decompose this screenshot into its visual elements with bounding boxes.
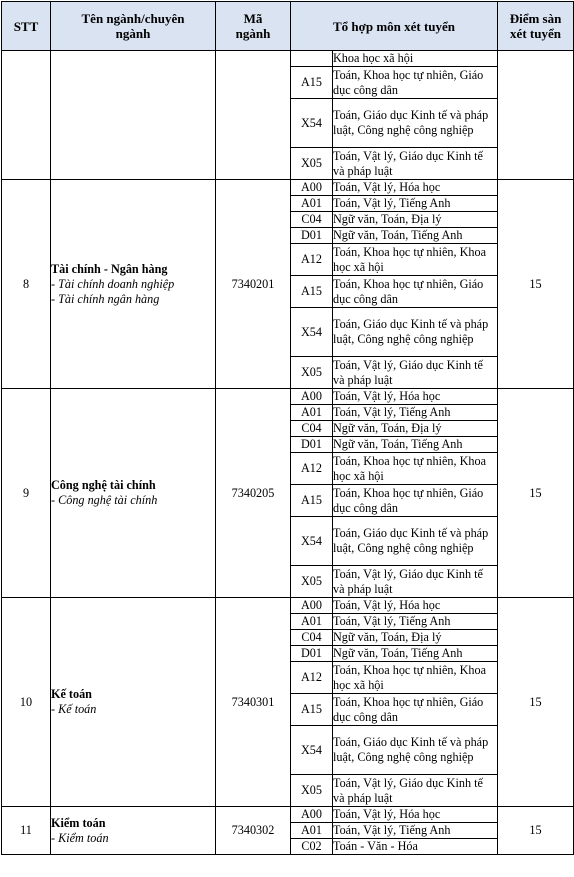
specialization: - Kế toán	[51, 702, 97, 716]
combo-subjects: Toán, Vật lý, Giáo dục Kinh tế và pháp luật	[333, 357, 498, 389]
combo-subjects: Ngữ văn, Toán, Địa lý	[333, 212, 498, 228]
combo-subjects: Toán, Khoa học tự nhiên, Khoa học xã hội	[333, 453, 498, 485]
combo-code: X05	[291, 357, 333, 389]
header-major: Tên ngành/chuyên ngành	[51, 2, 216, 51]
combo-code: A01	[291, 614, 333, 630]
table-row	[2, 389, 574, 405]
combo-code: X54	[291, 308, 333, 357]
combo-subjects: Toán - Văn - Hóa	[333, 839, 498, 855]
combo-subjects: Ngữ văn, Toán, Địa lý	[333, 421, 498, 437]
specialization: - Công nghệ tài chính	[51, 493, 158, 507]
combo-subjects: Toán, Vật lý, Tiếng Anh	[333, 405, 498, 421]
stt-cell: 8	[2, 180, 51, 389]
combo-subjects: Toán, Vật lý, Giáo dục Kinh tế và pháp luật	[333, 775, 498, 807]
admission-table	[1, 1, 574, 855]
combo-code	[291, 51, 333, 67]
combo-code: A12	[291, 453, 333, 485]
stt-cell: 9	[2, 389, 51, 598]
combo-subjects: Toán, Vật lý, Tiếng Anh	[333, 823, 498, 839]
continuation-name-cell	[51, 51, 216, 180]
combo-code: C04	[291, 212, 333, 228]
major-title: Kiểm toán	[51, 815, 106, 830]
specialization: - Tài chính ngân hàng	[51, 291, 160, 306]
major-title: Kế toán	[51, 687, 92, 701]
combo-subjects: Toán, Vật lý, Hóa học	[333, 180, 498, 196]
combo-subjects: Toán, Vật lý, Hóa học	[333, 807, 498, 823]
combo-code: A00	[291, 598, 333, 614]
table-row	[2, 180, 574, 196]
major-code-cell: 7340205	[216, 389, 291, 598]
header-combo: Tổ hợp môn xét tuyển	[291, 2, 498, 51]
combo-subjects: Toán, Vật lý, Hóa học	[333, 389, 498, 405]
combo-subjects: Toán, Vật lý, Hóa học	[333, 598, 498, 614]
combo-code: A15	[291, 276, 333, 308]
combo-code: A15	[291, 694, 333, 726]
combo-subjects: Toán, Giáo dục Kinh tế và pháp luật, Công nghệ công nghiệp	[333, 517, 498, 566]
stt-cell: 11	[2, 807, 51, 855]
combo-subjects: Ngữ văn, Toán, Tiếng Anh	[333, 228, 498, 244]
combo-subjects: Toán, Khoa học tự nhiên, Giáo dục công dân	[333, 485, 498, 517]
score-cell: 15	[498, 389, 574, 598]
combo-code: A00	[291, 389, 333, 405]
combo-subjects: Ngữ văn, Toán, Địa lý	[333, 630, 498, 646]
combo-subjects: Toán, Khoa học tự nhiên, Khoa học xã hội	[333, 244, 498, 276]
combo-code: A01	[291, 823, 333, 839]
combo-code: A00	[291, 180, 333, 196]
combo-code: A15	[291, 67, 333, 99]
combo-subjects: Toán, Giáo dục Kinh tế và pháp luật, Công nghệ công nghiệp	[333, 99, 498, 148]
combo-subjects: Toán, Vật lý, Tiếng Anh	[333, 196, 498, 212]
combo-subjects: Toán, Khoa học tự nhiên, Giáo dục công dân	[333, 276, 498, 308]
major-title: Tài chính - Ngân hàng	[51, 261, 168, 276]
major-code-cell: 7340301	[216, 598, 291, 807]
combo-code: X54	[291, 517, 333, 566]
table-row	[2, 51, 574, 67]
score-cell: 15	[498, 598, 574, 807]
continuation-code-cell	[216, 51, 291, 180]
continuation-score-cell	[498, 51, 574, 180]
combo-code: D01	[291, 228, 333, 244]
specialization: - Kiểm toán	[51, 830, 109, 845]
combo-code: A01	[291, 196, 333, 212]
combo-subjects: Khoa học xã hội	[333, 51, 498, 67]
header-score: Điểm sàn xét tuyển	[498, 2, 574, 51]
score-cell: 15	[498, 180, 574, 389]
combo-subjects: Ngữ văn, Toán, Tiếng Anh	[333, 646, 498, 662]
combo-code: C04	[291, 421, 333, 437]
major-cell	[51, 807, 216, 855]
combo-code: D01	[291, 437, 333, 453]
combo-code: D01	[291, 646, 333, 662]
combo-code: X54	[291, 726, 333, 775]
combo-subjects: Ngữ văn, Toán, Tiếng Anh	[333, 437, 498, 453]
table-row	[2, 807, 574, 823]
combo-subjects: Toán, Giáo dục Kinh tế và pháp luật, Công nghệ công nghiệp	[333, 308, 498, 357]
combo-subjects: Toán, Vật lý, Giáo dục Kinh tế và pháp luật	[333, 566, 498, 598]
major-code-cell: 7340302	[216, 807, 291, 855]
table-row	[2, 598, 574, 614]
combo-code: A01	[291, 405, 333, 421]
combo-code: X05	[291, 775, 333, 807]
specialization: - Tài chính doanh nghiệp	[51, 276, 175, 291]
header-row	[2, 2, 574, 51]
combo-code: A15	[291, 485, 333, 517]
combo-code: A12	[291, 244, 333, 276]
combo-subjects: Toán, Giáo dục Kinh tế và pháp luật, Công nghệ công nghiệp	[333, 726, 498, 775]
combo-code: C02	[291, 839, 333, 855]
combo-code: A12	[291, 662, 333, 694]
combo-code: A00	[291, 807, 333, 823]
table-body	[2, 51, 574, 855]
combo-subjects: Toán, Khoa học tự nhiên, Giáo dục công dân	[333, 67, 498, 99]
continuation-stt-cell	[2, 51, 51, 180]
combo-subjects: Toán, Vật lý, Tiếng Anh	[333, 614, 498, 630]
header-stt: STT	[2, 2, 51, 51]
combo-subjects: Toán, Khoa học tự nhiên, Khoa học xã hội	[333, 662, 498, 694]
combo-code: C04	[291, 630, 333, 646]
major-cell	[51, 180, 216, 389]
header-code: Mã ngành	[216, 2, 291, 51]
major-cell	[51, 389, 216, 598]
combo-code: X05	[291, 148, 333, 180]
stt-cell: 10	[2, 598, 51, 807]
major-code-cell: 7340201	[216, 180, 291, 389]
combo-subjects: Toán, Khoa học tự nhiên, Giáo dục công dân	[333, 694, 498, 726]
major-cell	[51, 598, 216, 807]
combo-subjects: Toán, Vật lý, Giáo dục Kinh tế và pháp luật	[333, 148, 498, 180]
score-cell: 15	[498, 807, 574, 855]
major-title: Công nghệ tài chính	[51, 478, 156, 492]
combo-code: X05	[291, 566, 333, 598]
combo-code: X54	[291, 99, 333, 148]
